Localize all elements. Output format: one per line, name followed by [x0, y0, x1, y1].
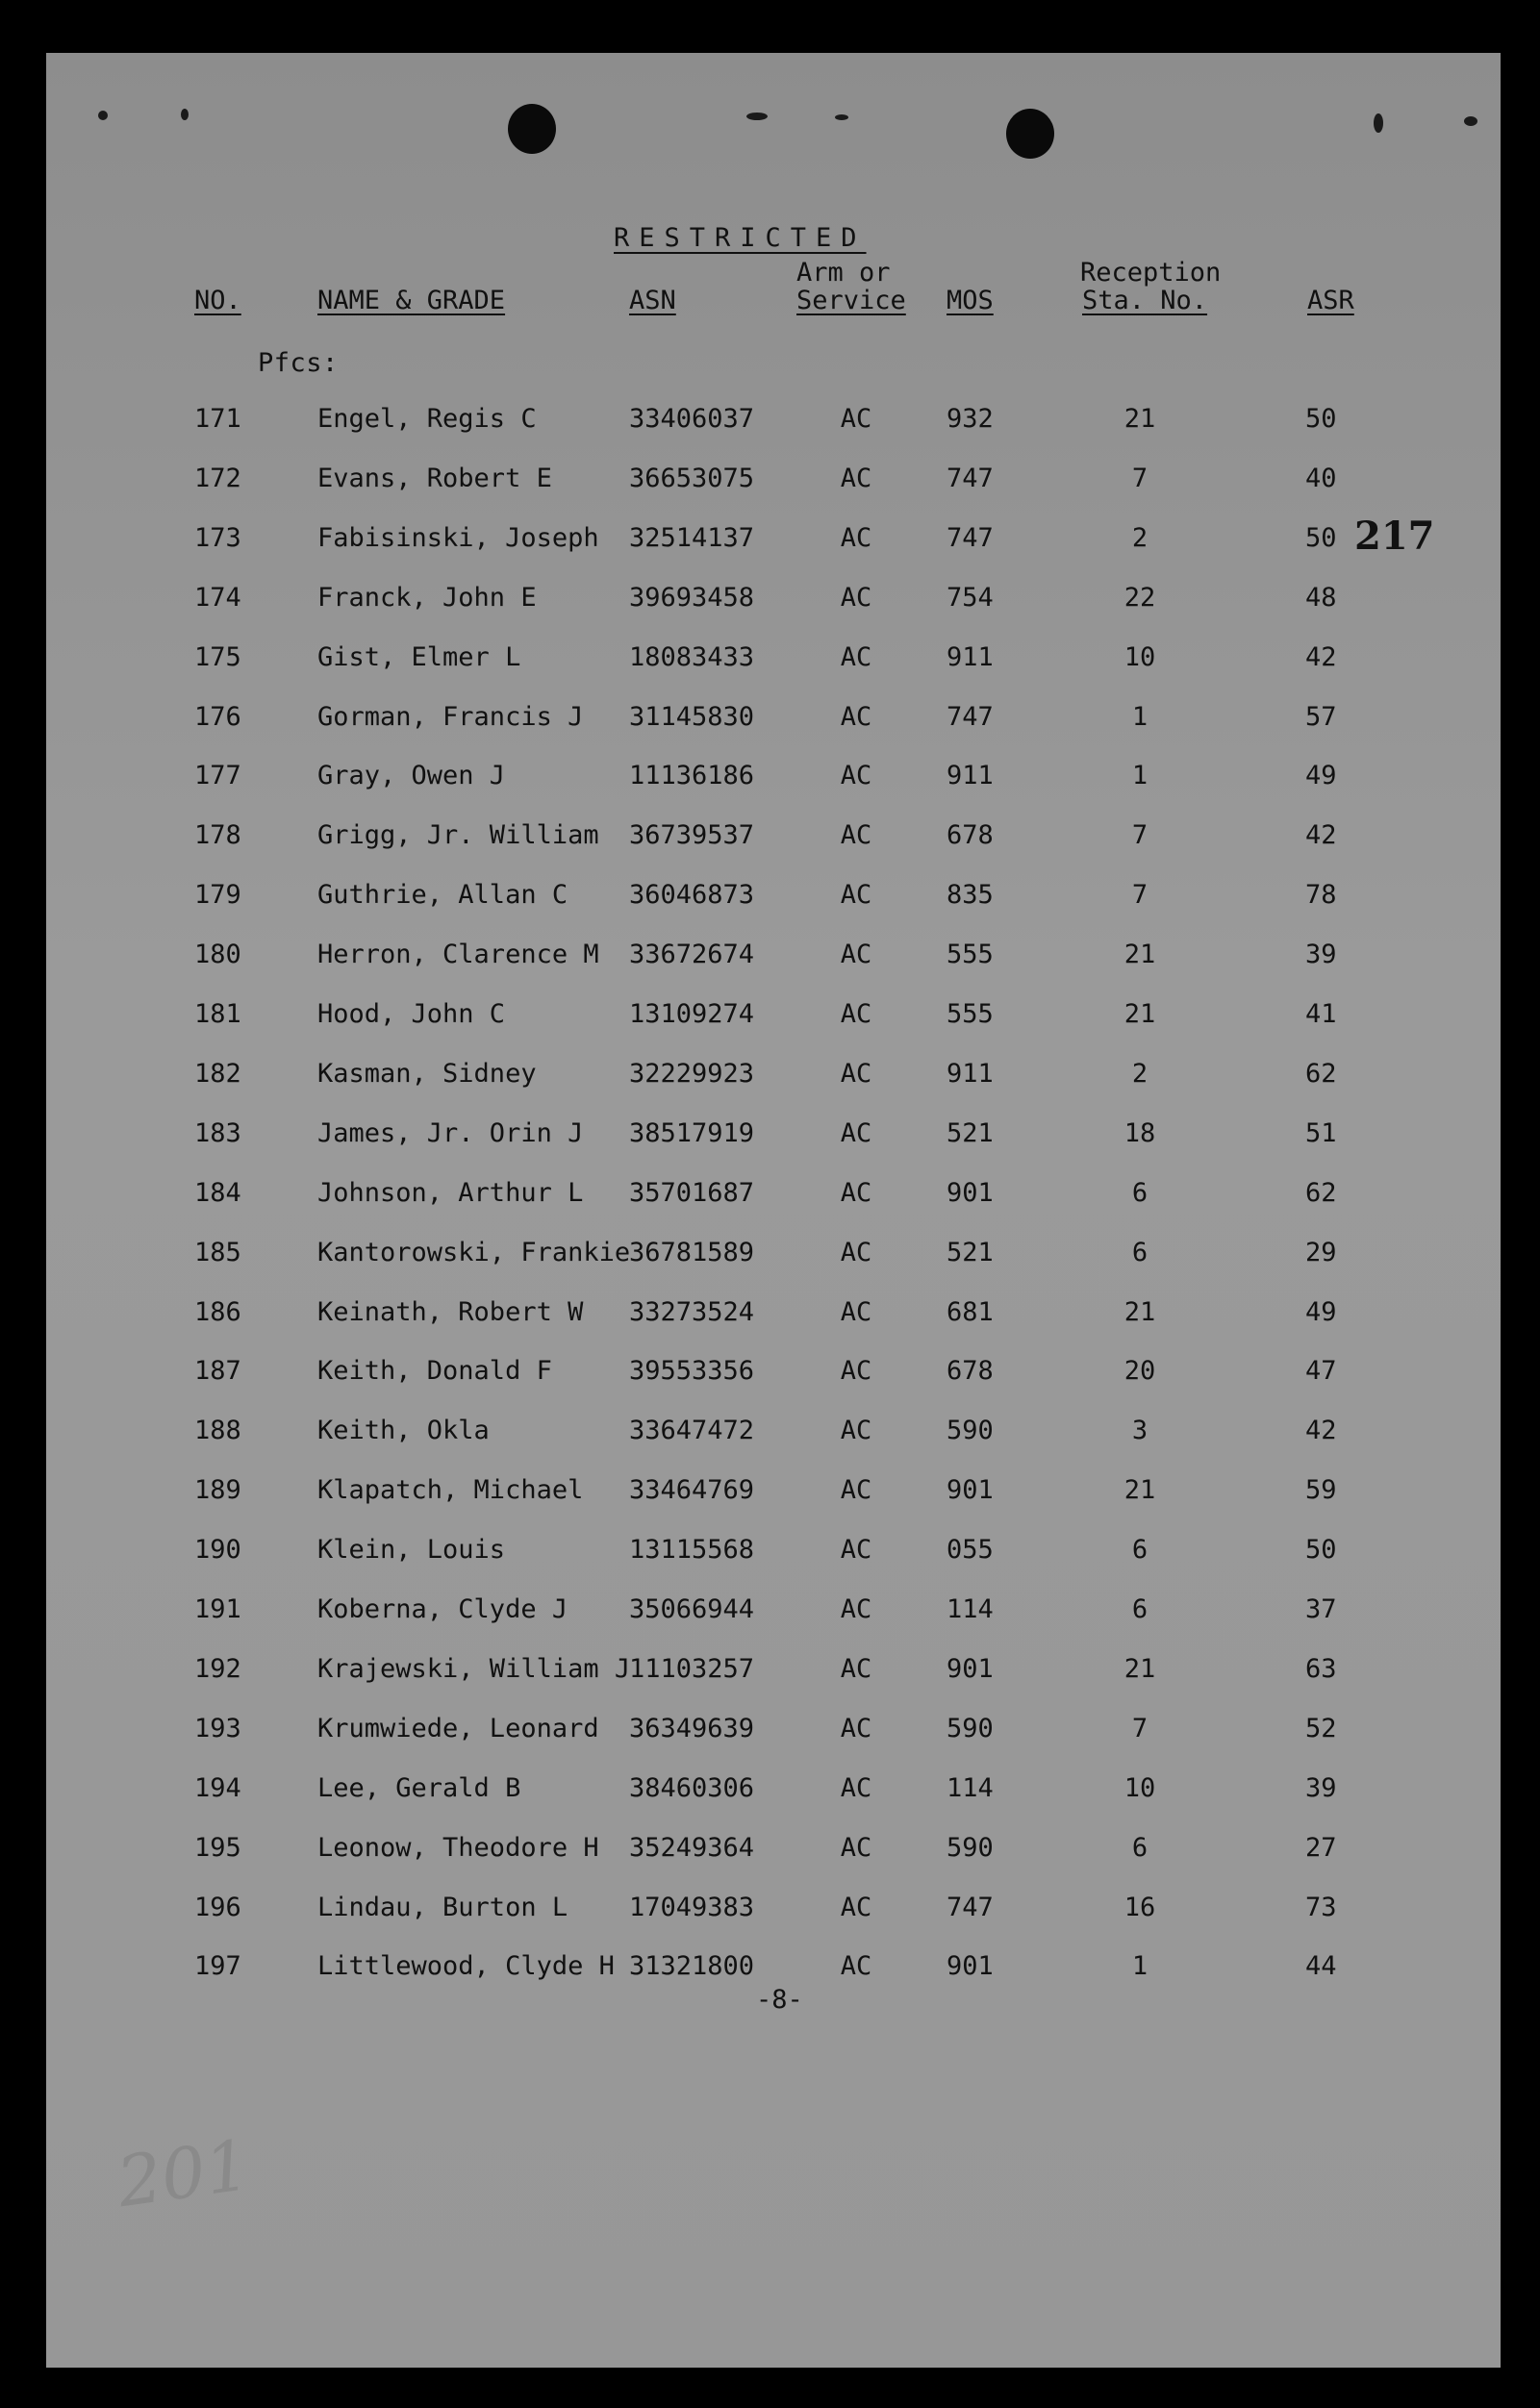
row-name: Gorman, Francis J	[317, 702, 584, 732]
column-header-no: NO.	[194, 286, 241, 315]
row-arm-text: AC	[840, 1773, 872, 1803]
row-asr: 29	[1305, 1238, 1337, 1267]
row-name: Kantorowski, Frankie	[317, 1238, 631, 1267]
table-row	[0, 1594, 1540, 1633]
row-mos: 911	[947, 642, 994, 672]
row-arm-text: AC	[840, 999, 872, 1029]
row-asn: 36781589	[629, 1238, 755, 1267]
table-row	[0, 523, 1540, 562]
row-arm-text: AC	[840, 1951, 872, 1981]
speck	[1374, 113, 1383, 133]
row-name: Krajewski, William J	[317, 1654, 631, 1684]
row-number: 183	[194, 1118, 241, 1148]
row-station-text: 16	[1123, 1893, 1156, 1922]
row-mos: 681	[947, 1297, 994, 1327]
row-number: 188	[194, 1416, 241, 1445]
row-number: 173	[194, 523, 241, 553]
row-mos: 754	[947, 583, 994, 613]
page-number: -8-	[756, 1985, 803, 2015]
table-row	[0, 1654, 1540, 1693]
row-asn: 11136186	[629, 761, 755, 790]
row-number: 195	[194, 1833, 241, 1863]
row-name: Kasman, Sidney	[317, 1059, 537, 1089]
row-asr: 27	[1305, 1833, 1337, 1863]
table-row	[0, 1118, 1540, 1157]
speck	[835, 114, 848, 120]
row-number: 196	[194, 1893, 241, 1922]
row-asn: 36349639	[629, 1714, 755, 1743]
row-mos: 911	[947, 1059, 994, 1089]
row-mos: 911	[947, 761, 994, 790]
column-header-arm-line2: Service	[796, 286, 906, 315]
row-name: Franck, John E	[317, 583, 537, 613]
row-number: 190	[194, 1535, 241, 1565]
row-station-text: 6	[1131, 1594, 1149, 1624]
row-number: 171	[194, 404, 241, 434]
row-station-text: 1	[1131, 1951, 1149, 1981]
table-row	[0, 1833, 1540, 1871]
row-asr: 62	[1305, 1178, 1337, 1208]
row-asn: 38517919	[629, 1118, 755, 1148]
row-mos: 114	[947, 1773, 994, 1803]
row-asn: 13109274	[629, 999, 755, 1029]
row-asn: 33406037	[629, 404, 755, 434]
row-arm-text: AC	[840, 464, 872, 493]
row-station-text: 7	[1131, 464, 1149, 493]
row-number: 193	[194, 1714, 241, 1743]
restricted-heading: RESTRICTED	[614, 223, 867, 253]
row-asn: 33672674	[629, 940, 755, 969]
row-station-text: 6	[1131, 1238, 1149, 1267]
row-mos: 747	[947, 1893, 994, 1922]
row-asr: 48	[1305, 583, 1337, 613]
row-mos: 901	[947, 1951, 994, 1981]
row-mos: 590	[947, 1833, 994, 1863]
table-row	[0, 761, 1540, 799]
speck	[746, 113, 768, 120]
table-row	[0, 820, 1540, 859]
row-asn: 36739537	[629, 820, 755, 850]
row-name: Leonow, Theodore H	[317, 1833, 599, 1863]
row-arm-text: AC	[840, 1594, 872, 1624]
row-arm-text: AC	[840, 1238, 872, 1267]
row-number: 187	[194, 1356, 241, 1386]
row-station-text: 21	[1123, 940, 1156, 969]
stamped-page-number: 217	[1354, 514, 1435, 559]
row-name: Koberna, Clyde J	[317, 1594, 568, 1624]
table-row	[0, 583, 1540, 621]
row-asn: 32514137	[629, 523, 755, 553]
row-mos: 521	[947, 1118, 994, 1148]
row-asr: 42	[1305, 1416, 1337, 1445]
row-asr: 50	[1305, 523, 1337, 553]
row-station-text: 10	[1123, 642, 1156, 672]
table-row	[0, 940, 1540, 978]
row-name: Grigg, Jr. William	[317, 820, 599, 850]
row-asr: 62	[1305, 1059, 1337, 1089]
table-row	[0, 1416, 1540, 1454]
table-row	[0, 1773, 1540, 1812]
row-station-text: 7	[1131, 880, 1149, 910]
column-header-asr: ASR	[1307, 286, 1354, 315]
row-mos: 678	[947, 1356, 994, 1386]
row-asr: 42	[1305, 642, 1337, 672]
row-asr: 39	[1305, 1773, 1337, 1803]
row-arm-text: AC	[840, 404, 872, 434]
row-mos: 901	[947, 1178, 994, 1208]
row-arm-text: AC	[840, 523, 872, 553]
row-arm-text: AC	[840, 1475, 872, 1505]
section-label: Pfcs:	[258, 348, 339, 378]
row-asn: 33647472	[629, 1416, 755, 1445]
table-row	[0, 1059, 1540, 1097]
row-asr: 49	[1305, 1297, 1337, 1327]
row-station-text: 6	[1131, 1535, 1149, 1565]
column-header-name: NAME & GRADE	[317, 286, 506, 315]
column-header-asn: ASN	[629, 286, 676, 315]
row-asn: 33273524	[629, 1297, 755, 1327]
row-number: 185	[194, 1238, 241, 1267]
row-asr: 47	[1305, 1356, 1337, 1386]
row-asn: 17049383	[629, 1893, 755, 1922]
row-name: Gray, Owen J	[317, 761, 506, 790]
row-mos: 747	[947, 523, 994, 553]
row-arm-text: AC	[840, 761, 872, 790]
row-name: Littlewood, Clyde H	[317, 1951, 615, 1981]
row-number: 192	[194, 1654, 241, 1684]
row-mos: 932	[947, 404, 994, 434]
row-station-text: 7	[1131, 820, 1149, 850]
table-row	[0, 1238, 1540, 1276]
row-asn: 35066944	[629, 1594, 755, 1624]
column-header-arm-line1: Arm or	[796, 258, 891, 288]
row-station-text: 21	[1123, 1475, 1156, 1505]
row-name: Keith, Okla	[317, 1416, 490, 1445]
row-mos: 747	[947, 464, 994, 493]
row-station-text: 6	[1131, 1178, 1149, 1208]
row-name: Lee, Gerald B	[317, 1773, 521, 1803]
row-mos: 555	[947, 940, 994, 969]
table-row	[0, 702, 1540, 740]
row-mos: 747	[947, 702, 994, 732]
row-name: Herron, Clarence M	[317, 940, 599, 969]
row-name: Gist, Elmer L	[317, 642, 521, 672]
row-asr: 37	[1305, 1594, 1337, 1624]
row-asr: 42	[1305, 820, 1337, 850]
row-name: Keith, Donald F	[317, 1356, 552, 1386]
row-mos: 835	[947, 880, 994, 910]
row-asn: 31321800	[629, 1951, 755, 1981]
row-number: 174	[194, 583, 241, 613]
row-asr: 63	[1305, 1654, 1337, 1684]
row-station-text: 1	[1131, 702, 1149, 732]
punch-hole-left	[508, 104, 556, 154]
row-station-text: 21	[1123, 999, 1156, 1029]
row-asn: 36046873	[629, 880, 755, 910]
row-arm-text: AC	[840, 702, 872, 732]
speck	[98, 111, 108, 120]
row-mos: 901	[947, 1654, 994, 1684]
row-arm-text: AC	[840, 1178, 872, 1208]
row-mos: 590	[947, 1714, 994, 1743]
table-row	[0, 464, 1540, 502]
row-station-text: 2	[1131, 523, 1149, 553]
row-mos: 055	[947, 1535, 994, 1565]
row-number: 182	[194, 1059, 241, 1089]
row-station-text: 7	[1131, 1714, 1149, 1743]
row-number: 180	[194, 940, 241, 969]
row-number: 186	[194, 1297, 241, 1327]
row-mos: 590	[947, 1416, 994, 1445]
row-asn: 36653075	[629, 464, 755, 493]
column-header-sta-line1: Reception	[1080, 258, 1222, 288]
row-arm-text: AC	[840, 1535, 872, 1565]
row-arm-text: AC	[840, 642, 872, 672]
row-asr: 49	[1305, 761, 1337, 790]
row-name: Keinath, Robert W	[317, 1297, 584, 1327]
table-row	[0, 880, 1540, 918]
row-name: Johnson, Arthur L	[317, 1178, 584, 1208]
row-number: 191	[194, 1594, 241, 1624]
row-asn: 31145830	[629, 702, 755, 732]
row-asr: 73	[1305, 1893, 1337, 1922]
row-number: 189	[194, 1475, 241, 1505]
row-name: Evans, Robert E	[317, 464, 552, 493]
row-asn: 35701687	[629, 1178, 755, 1208]
row-station-text: 1	[1131, 761, 1149, 790]
row-arm-text: AC	[840, 880, 872, 910]
row-asr: 51	[1305, 1118, 1337, 1148]
row-asr: 78	[1305, 880, 1337, 910]
row-asr: 59	[1305, 1475, 1337, 1505]
row-arm-text: AC	[840, 1297, 872, 1327]
table-row	[0, 1178, 1540, 1217]
table-row	[0, 1475, 1540, 1514]
row-arm-text: AC	[840, 1893, 872, 1922]
table-row	[0, 1893, 1540, 1931]
row-station-text: 21	[1123, 1297, 1156, 1327]
row-number: 181	[194, 999, 241, 1029]
row-number: 194	[194, 1773, 241, 1803]
row-name: Guthrie, Allan C	[317, 880, 568, 910]
row-name: Klein, Louis	[317, 1535, 506, 1565]
row-arm-text: AC	[840, 940, 872, 969]
row-name: Fabisinski, Joseph	[317, 523, 599, 553]
row-asr: 39	[1305, 940, 1337, 969]
column-header-sta-line2: Sta. No.	[1082, 286, 1208, 315]
punch-hole-right	[1006, 109, 1054, 159]
row-station-text: 2	[1131, 1059, 1149, 1089]
row-arm-text: AC	[840, 1356, 872, 1386]
row-arm-text: AC	[840, 1833, 872, 1863]
row-asn: 39553356	[629, 1356, 755, 1386]
speck	[181, 109, 189, 120]
row-station-text: 10	[1123, 1773, 1156, 1803]
row-station-text: 22	[1123, 583, 1156, 613]
row-station-text: 20	[1123, 1356, 1156, 1386]
row-number: 177	[194, 761, 241, 790]
row-asr: 52	[1305, 1714, 1337, 1743]
row-number: 175	[194, 642, 241, 672]
row-asr: 50	[1305, 404, 1337, 434]
table-row	[0, 1951, 1540, 1990]
row-number: 179	[194, 880, 241, 910]
row-mos: 114	[947, 1594, 994, 1624]
row-station-text: 21	[1123, 404, 1156, 434]
row-arm-text: AC	[840, 1654, 872, 1684]
table-row	[0, 1535, 1540, 1573]
row-arm-text: AC	[840, 1059, 872, 1089]
row-asr: 40	[1305, 464, 1337, 493]
column-header-mos: MOS	[947, 286, 994, 315]
row-asn: 38460306	[629, 1773, 755, 1803]
row-asn: 33464769	[629, 1475, 755, 1505]
row-name: Lindau, Burton L	[317, 1893, 568, 1922]
row-asn: 13115568	[629, 1535, 755, 1565]
row-name: James, Jr. Orin J	[317, 1118, 584, 1148]
row-arm-text: AC	[840, 820, 872, 850]
row-number: 172	[194, 464, 241, 493]
row-asr: 50	[1305, 1535, 1337, 1565]
table-row	[0, 1356, 1540, 1394]
row-arm-text: AC	[840, 1416, 872, 1445]
row-mos: 678	[947, 820, 994, 850]
speck	[1464, 116, 1477, 126]
row-mos: 901	[947, 1475, 994, 1505]
row-name: Hood, John C	[317, 999, 506, 1029]
row-asn: 32229923	[629, 1059, 755, 1089]
table-row	[0, 999, 1540, 1038]
row-mos: 521	[947, 1238, 994, 1267]
row-arm-text: AC	[840, 583, 872, 613]
table-row	[0, 642, 1540, 681]
row-name: Krumwiede, Leonard	[317, 1714, 599, 1743]
row-arm-text: AC	[840, 1714, 872, 1743]
row-asn: 11103257	[629, 1654, 755, 1684]
table-row	[0, 404, 1540, 442]
row-number: 197	[194, 1951, 241, 1981]
row-name: Klapatch, Michael	[317, 1475, 584, 1505]
row-asr: 44	[1305, 1951, 1337, 1981]
row-asn: 18083433	[629, 642, 755, 672]
row-station-text: 21	[1123, 1654, 1156, 1684]
pencil-note: 201	[112, 2123, 255, 2223]
row-name: Engel, Regis C	[317, 404, 537, 434]
row-mos: 555	[947, 999, 994, 1029]
table-row	[0, 1297, 1540, 1336]
row-asr: 57	[1305, 702, 1337, 732]
row-station-text: 6	[1131, 1833, 1149, 1863]
row-arm-text: AC	[840, 1118, 872, 1148]
row-station-text: 3	[1131, 1416, 1149, 1445]
row-asr: 41	[1305, 999, 1337, 1029]
row-asn: 39693458	[629, 583, 755, 613]
row-number: 184	[194, 1178, 241, 1208]
row-number: 178	[194, 820, 241, 850]
row-asn: 35249364	[629, 1833, 755, 1863]
row-number: 176	[194, 702, 241, 732]
row-station-text: 18	[1123, 1118, 1156, 1148]
table-row	[0, 1714, 1540, 1752]
